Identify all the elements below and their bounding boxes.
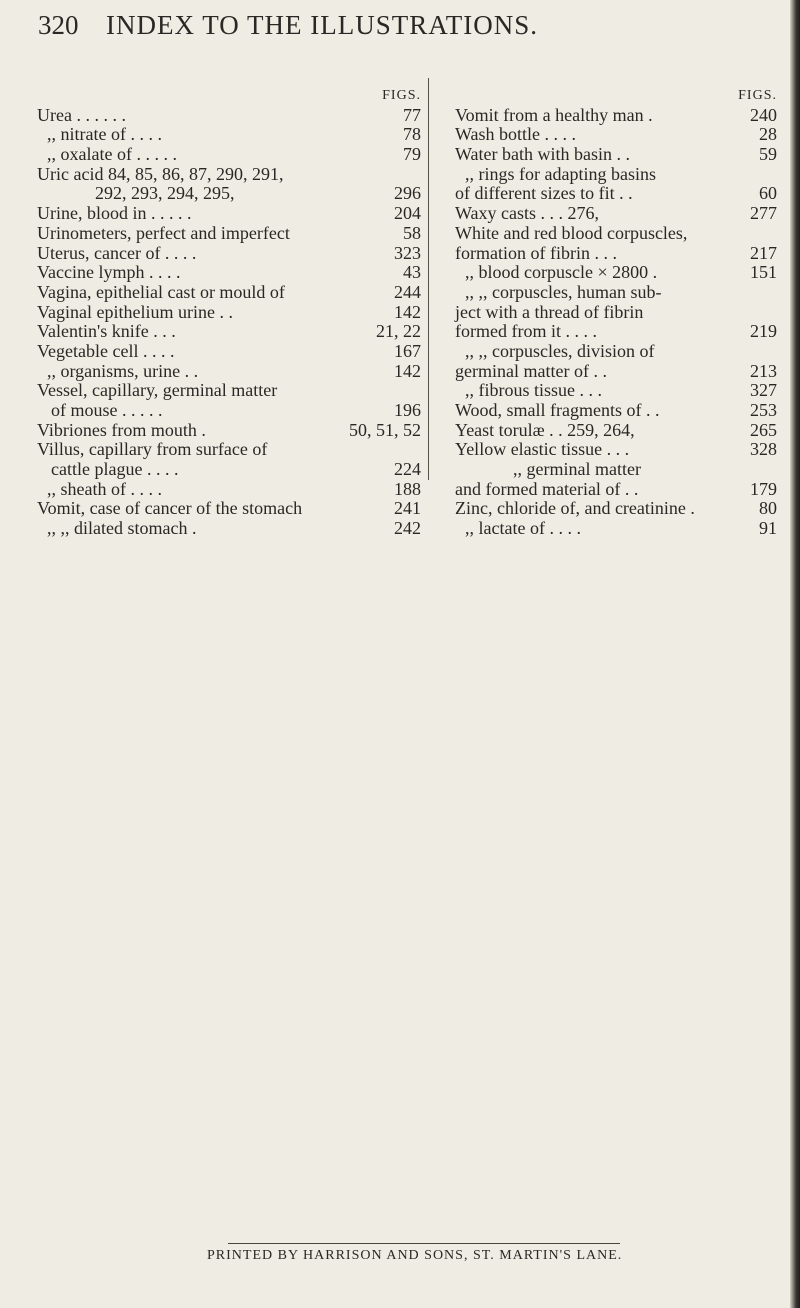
page-number: 320 — [38, 10, 79, 40]
entry-figure-numbers: 28 — [759, 124, 777, 145]
index-entry — [37, 184, 421, 204]
entry-figure-numbers: 91 — [759, 518, 777, 539]
entry-figure-numbers: 224 — [394, 459, 421, 480]
index-entry — [37, 283, 421, 303]
index-entry — [37, 401, 421, 421]
entry-text: of different sizes to fit . . — [455, 183, 633, 204]
index-entry — [37, 224, 421, 244]
entry-text: of mouse . . . . . — [51, 400, 163, 420]
entry-text: germinal matter of . . — [455, 360, 607, 381]
entry-text: ,, blood corpuscle × 2800 . — [465, 262, 658, 283]
index-entry — [37, 125, 421, 145]
left-index-column — [37, 86, 421, 539]
printer-imprint: PRINTED BY HARRISON AND SONS, ST. MARTIN'S LANE. — [207, 1248, 623, 1263]
entry-figure-numbers: 265 — [750, 419, 777, 440]
index-entry — [37, 145, 421, 165]
entry-text: 292, 293, 294, 295, — [95, 183, 235, 204]
entry-text: ,, ,, corpuscles, human sub- — [465, 281, 662, 302]
entry-text: Urinometers, perfect and imperfect — [37, 222, 290, 243]
entry-figure-numbers: 196 — [394, 400, 421, 420]
index-entry — [37, 519, 421, 539]
page-header — [38, 10, 778, 50]
entry-figure-numbers: 277 — [750, 203, 777, 224]
index-entry — [37, 165, 421, 185]
entry-figure-numbers: 240 — [750, 104, 777, 125]
index-entry — [455, 480, 777, 500]
index-entry — [455, 125, 777, 145]
entry-text: ,, nitrate of . . . . — [47, 124, 162, 145]
right-index-column — [455, 86, 777, 539]
entry-figure-numbers: 323 — [394, 242, 421, 263]
index-entry — [455, 283, 777, 303]
entry-text: formation of fibrin . . . — [455, 242, 617, 263]
index-entry — [37, 440, 421, 460]
entry-text: Waxy casts . . . 276, — [455, 203, 600, 224]
entry-text: Vaginal epithelium urine . . — [37, 301, 233, 322]
entry-text: Wash bottle . . . . — [455, 124, 577, 145]
entry-text: Vagina, epithelial cast or mould of — [37, 281, 285, 302]
entry-text: Vibriones from mouth . — [37, 419, 206, 440]
left-entry-list — [37, 106, 421, 539]
index-entry — [455, 381, 777, 401]
entry-figure-numbers: 219 — [750, 321, 777, 342]
index-entry — [455, 263, 777, 283]
entry-text: ,, ,, dilated stomach . — [47, 518, 197, 539]
right-entry-list — [455, 106, 777, 539]
entry-text: ,, ,, corpuscles, division of — [465, 340, 655, 361]
entry-figure-numbers: 188 — [394, 478, 421, 499]
entry-figure-numbers: 79 — [403, 144, 421, 165]
index-entry — [37, 322, 421, 342]
index-entry — [455, 362, 777, 382]
entry-text: Uterus, cancer of . . . . — [37, 242, 197, 263]
entry-figure-numbers: 327 — [750, 380, 777, 401]
entry-text: ,, rings for adapting basins — [465, 163, 656, 184]
entry-figure-numbers: 58 — [403, 222, 421, 243]
right-column-heading: FIGS. — [738, 88, 777, 103]
index-entry — [37, 204, 421, 224]
index-entry — [455, 303, 777, 323]
entry-text: Yeast torulæ . . 259, 264, — [455, 419, 635, 440]
index-entry — [455, 440, 777, 460]
column-divider — [428, 78, 429, 480]
entry-figure-numbers: 43 — [403, 262, 421, 283]
index-entry — [455, 106, 777, 126]
index-entry — [455, 244, 777, 264]
entry-text: Uric acid 84, 85, 86, 87, 290, 291, — [37, 163, 284, 184]
entry-text: ,, organisms, urine . . — [47, 360, 199, 381]
index-entry — [455, 184, 777, 204]
index-entry — [37, 499, 421, 519]
entry-text: Villus, capillary from surface of — [37, 439, 268, 460]
entry-figure-numbers: 179 — [750, 478, 777, 499]
index-entry — [37, 303, 421, 323]
entry-text: Vessel, capillary, germinal matter — [37, 380, 278, 401]
entry-text: Zinc, chloride of, and creatinine . — [455, 498, 695, 519]
index-entry — [455, 519, 777, 539]
index-entry — [37, 381, 421, 401]
index-entry — [455, 204, 777, 224]
entry-figure-numbers: 142 — [394, 301, 421, 322]
entry-text: White and red blood corpuscles, — [455, 222, 688, 243]
entry-figure-numbers: 151 — [750, 262, 777, 283]
entry-figure-numbers: 167 — [394, 340, 421, 361]
index-entry — [455, 499, 777, 519]
index-entry — [455, 165, 777, 185]
entry-text: Urea . . . . . . — [37, 104, 126, 125]
index-entry — [37, 342, 421, 362]
index-entry — [455, 401, 777, 421]
entry-text: cattle plague . . . . — [51, 459, 179, 480]
index-entry — [455, 342, 777, 362]
entry-text: Water bath with basin . . — [455, 144, 631, 165]
entry-figure-numbers: 50, 51, 52 — [349, 419, 421, 440]
entry-text: Vomit, case of cancer of the stomach — [37, 498, 303, 519]
entry-figure-numbers: 80 — [759, 498, 777, 519]
index-entry — [455, 224, 777, 244]
index-entry — [37, 421, 421, 441]
entry-figure-numbers: 21, 22 — [376, 321, 421, 342]
index-entry — [455, 145, 777, 165]
page-title: INDEX TO THE ILLUSTRATIONS. — [106, 10, 538, 40]
entry-text: Wood, small fragments of . . — [455, 400, 660, 420]
index-entry — [37, 244, 421, 264]
index-entry — [455, 460, 777, 480]
index-entry — [37, 263, 421, 283]
entry-text: Vaccine lymph . . . . — [37, 262, 181, 283]
index-entry — [37, 106, 421, 126]
entry-figure-numbers: 78 — [403, 124, 421, 145]
entry-text: ,, fibrous tissue . . . — [465, 380, 602, 401]
entry-text: ,, germinal matter — [513, 459, 641, 480]
entry-figure-numbers: 242 — [394, 518, 421, 539]
entry-text: Vegetable cell . . . . — [37, 340, 175, 361]
entry-figure-numbers: 328 — [750, 439, 777, 460]
entry-text: Vomit from a healthy man . — [455, 104, 653, 125]
entry-text: Valentin's knife . . . — [37, 321, 176, 342]
entry-text: Urine, blood in . . . . . — [37, 203, 192, 224]
page-edge-shadow — [790, 0, 800, 1308]
entry-figure-numbers: 59 — [759, 144, 777, 165]
entry-text: formed from it . . . . — [455, 321, 597, 342]
index-entry — [37, 362, 421, 382]
entry-figure-numbers: 241 — [394, 498, 421, 519]
entry-figure-numbers: 217 — [750, 242, 777, 263]
footer-rule — [228, 1243, 620, 1244]
index-entry — [37, 460, 421, 480]
entry-figure-numbers: 296 — [394, 183, 421, 204]
entry-text: and formed material of . . — [455, 478, 639, 499]
entry-figure-numbers: 142 — [394, 360, 421, 381]
left-column-heading: FIGS. — [382, 88, 421, 103]
entry-figure-numbers: 77 — [403, 104, 421, 125]
entry-text: ,, lactate of . . . . — [465, 518, 581, 539]
index-entry — [37, 480, 421, 500]
index-entry — [455, 421, 777, 441]
entry-text: ,, oxalate of . . . . . — [47, 144, 177, 165]
index-entry — [455, 322, 777, 342]
entry-figure-numbers: 204 — [394, 203, 421, 224]
entry-text: Yellow elastic tissue . . . — [455, 439, 630, 460]
entry-text: ,, sheath of . . . . — [47, 478, 162, 499]
entry-text: ject with a thread of fibrin — [455, 301, 644, 322]
entry-figure-numbers: 213 — [750, 360, 777, 381]
entry-figure-numbers: 253 — [750, 400, 777, 420]
entry-figure-numbers: 244 — [394, 281, 421, 302]
entry-figure-numbers: 60 — [759, 183, 777, 204]
